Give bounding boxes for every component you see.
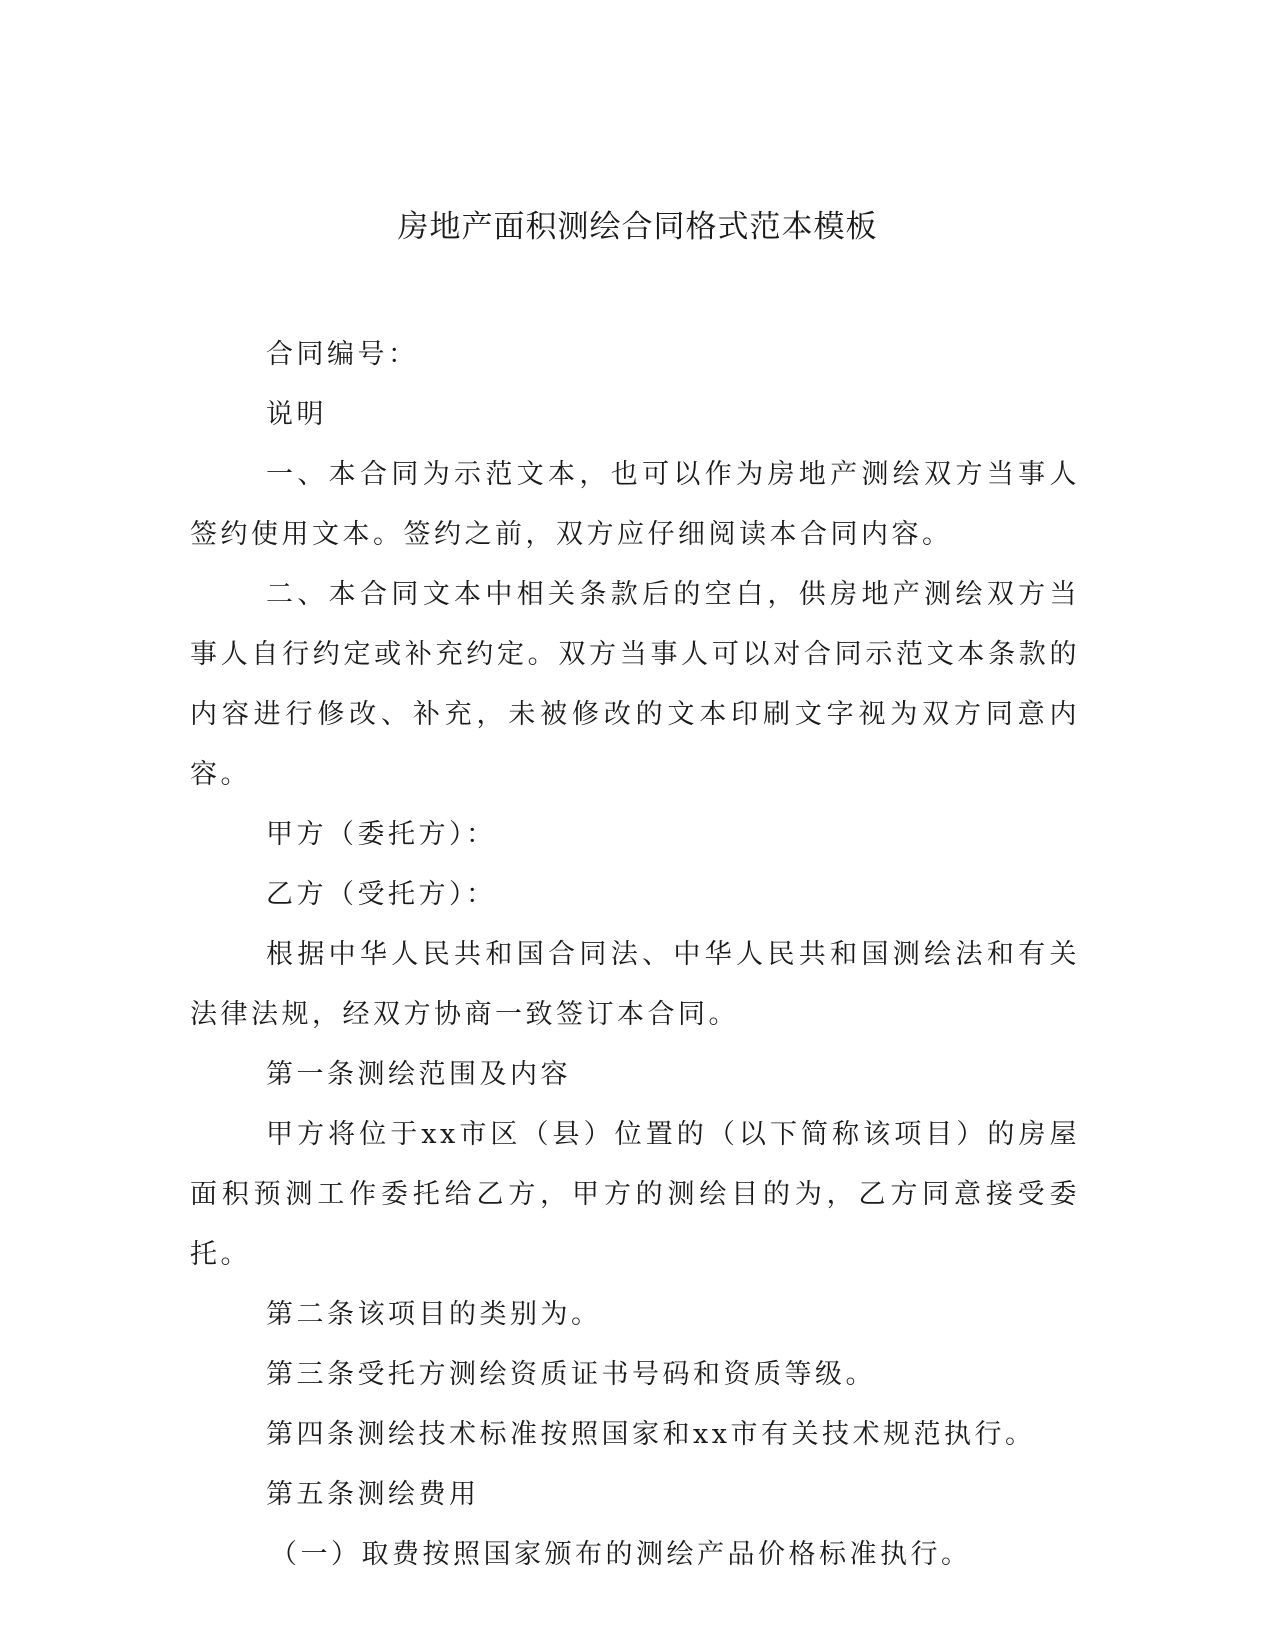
explanation-item-2: 二、本合同文本中相关条款后的空白，供房地产测绘双方当事人自行约定或补充约定。双方当事人可以对合同示范文本条款的内容进行修改、补充，未被修改的文本印刷文字视为双方同意内容。 bbox=[190, 579, 1080, 790]
article-1-body: 甲方将位于xx市区（县）位置的（以下简称该项目）的房屋面积预测工作委托给乙方，甲方的测绘目的为，乙方同意接受委托。 bbox=[190, 1119, 1080, 1270]
explanation-item-1: 一、本合同为示范文本，也可以作为房地产测绘双方当事人签约使用文本。签约之前，双方应仔细阅读本合同内容。 bbox=[190, 459, 1080, 550]
party-b-line: 乙方（受托方）： bbox=[266, 879, 497, 910]
article-3: 第三条受托方测绘资质证书号码和资质等级。 bbox=[266, 1359, 876, 1390]
article-1-heading: 第一条测绘范围及内容 bbox=[266, 1059, 571, 1090]
preamble-paragraph: 根据中华人民共和国合同法、中华人民共和国测绘法和有关法律法规，经双方协商一致签订本合同。 bbox=[190, 939, 1080, 1030]
document-body bbox=[190, 325, 1080, 1585]
article-5-item-1: （一）取费按照国家颁布的测绘产品价格标准执行。 bbox=[270, 1539, 972, 1570]
article-4: 第四条测绘技术标准按照国家和xx市有关技术规范执行。 bbox=[266, 1419, 1036, 1450]
document-title: 房地产面积测绘合同格式范本模板 bbox=[397, 209, 878, 245]
contract-number-line: 合同编号： bbox=[266, 339, 419, 370]
article-2: 第二条该项目的类别为。 bbox=[266, 1299, 602, 1330]
article-5-heading: 第五条测绘费用 bbox=[266, 1479, 480, 1510]
party-a-line: 甲方（委托方）： bbox=[266, 819, 497, 850]
explanation-heading: 说明 bbox=[266, 399, 327, 430]
